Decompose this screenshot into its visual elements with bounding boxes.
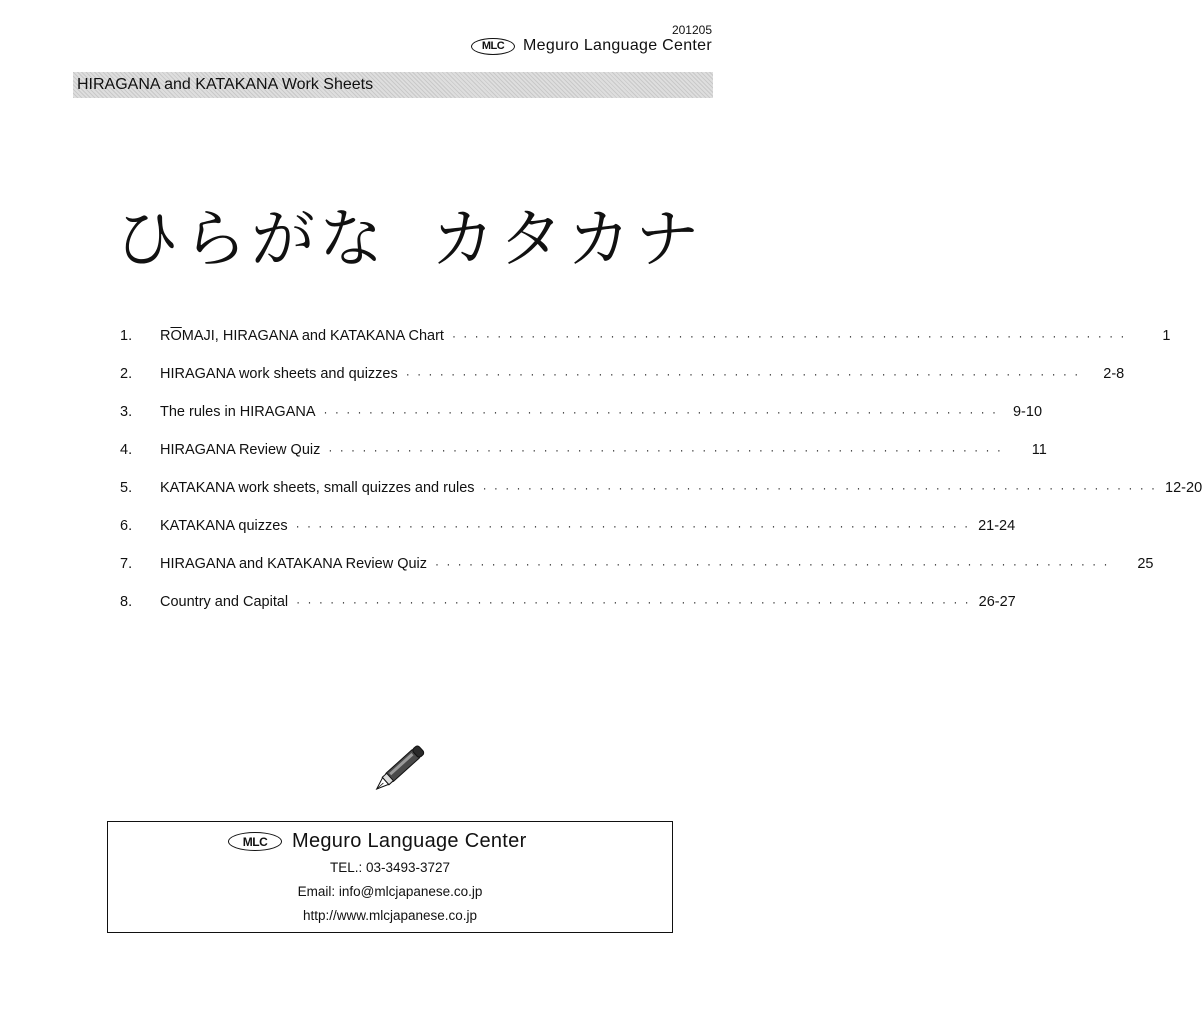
mlc-logo: MLC <box>228 832 282 851</box>
toc-title: The rules in HIRAGANA <box>160 404 316 420</box>
table-of-contents <box>120 328 1202 632</box>
hiragana-title: ひらがな <box>115 203 387 277</box>
toc-leader-dots: · · · · · · · · · · · · · · · · · · · · · · · · · · · · · · · · · · · · · · · · · · · · · · · · · · · · · · · · · · · · <box>296 595 971 609</box>
toc-pages: 21-24 <box>978 518 1016 534</box>
website-url: http://www.mlcjapanese.co.jp <box>302 908 478 923</box>
toc-number: 2. <box>120 366 133 382</box>
toc-number: 3. <box>120 404 133 420</box>
toc-title: KATAKANA quizzes <box>160 518 288 534</box>
toc-pages: 25 <box>1137 556 1154 572</box>
toc-title: $R\overline{O}MAJI$, HIRAGANA and KATAKANA Chart <box>160 328 444 344</box>
toc-number: 6. <box>120 518 133 534</box>
toc-title: KATAKANA work sheets, small quizzes and rules <box>160 480 475 496</box>
toc-item <box>120 594 1016 632</box>
kana-title <box>115 188 703 280</box>
toc-number: 1. <box>120 328 133 344</box>
toc-item <box>120 518 1016 556</box>
toc-item <box>120 366 1125 404</box>
toc-leader-dots: · · · · · · · · · · · · · · · · · · · · · · · · · · · · · · · · · · · · · · · · · · · · · · · · · · · · · · · · · · · · <box>405 367 1081 381</box>
document-code: 201205 <box>671 23 712 37</box>
toc-title: HIRAGANA Review Quiz <box>160 442 321 458</box>
mlc-logo: MLC <box>471 38 515 55</box>
org-name: Meguro Language Center <box>523 37 712 54</box>
toc-pages: 11 <box>1031 442 1047 458</box>
toc-pages: 26-27 <box>978 594 1016 610</box>
toc-title: Country and Capital <box>160 594 289 610</box>
toc-pages: 9-10 <box>1012 404 1043 420</box>
email-address: Email: info@mlcjapanese.co.jp <box>297 884 483 899</box>
contact-box <box>107 821 673 933</box>
org-name: Meguro Language Center <box>292 830 527 852</box>
toc-pages: 1 <box>1162 328 1171 344</box>
toc-item <box>120 404 1043 442</box>
toc-number: 4. <box>120 442 133 458</box>
header-brand <box>471 37 712 55</box>
telephone: TEL.: 03-3493-3727 <box>329 860 451 875</box>
toc-leader-dots: · · · · · · · · · · · · · · · · · · · · · · · · · · · · · · · · · · · · · · · · · · · · · · · · · · · · · · · · · · · · <box>435 557 1110 571</box>
fountain-pen-icon <box>370 736 436 796</box>
toc-number: 7. <box>120 556 133 572</box>
toc-leader-dots: · · · · · · · · · · · · · · · · · · · · · · · · · · · · · · · · · · · · · · · · · · · · · · · · · · · · · · · · · · · · <box>323 405 999 419</box>
toc-leader-dots: · · · · · · · · · · · · · · · · · · · · · · · · · · · · · · · · · · · · · · · · · · · · · · · · · · · · · · · · · · · · <box>328 443 1003 457</box>
toc-pages: 12-20 <box>1165 480 1202 496</box>
toc-item <box>120 328 1171 366</box>
toc-item <box>120 442 1047 480</box>
toc-number: 8. <box>120 594 133 610</box>
katakana-title: カタカナ <box>431 203 703 277</box>
title-bar: HIRAGANA and KATAKANA Work Sheets <box>73 72 713 98</box>
toc-leader-dots: · · · · · · · · · · · · · · · · · · · · · · · · · · · · · · · · · · · · · · · · · · · · · · · · · · · · · · · · · · · · <box>295 519 971 533</box>
toc-leader-dots: · · · · · · · · · · · · · · · · · · · · · · · · · · · · · · · · · · · · · · · · · · · · · · · · · · · · · · · · · · · · <box>451 329 1127 343</box>
toc-leader-dots: · · · · · · · · · · · · · · · · · · · · · · · · · · · · · · · · · · · · · · · · · · · · · · · · · · · · · · · · · · · · <box>482 481 1158 495</box>
toc-title: HIRAGANA and KATAKANA Review Quiz <box>160 556 428 572</box>
footer-brand <box>228 830 527 853</box>
toc-title: HIRAGANA work sheets and quizzes <box>160 366 398 382</box>
toc-item <box>120 480 1202 518</box>
toc-number: 5. <box>120 480 133 496</box>
toc-item <box>120 556 1154 594</box>
toc-pages: 2-8 <box>1103 366 1125 382</box>
